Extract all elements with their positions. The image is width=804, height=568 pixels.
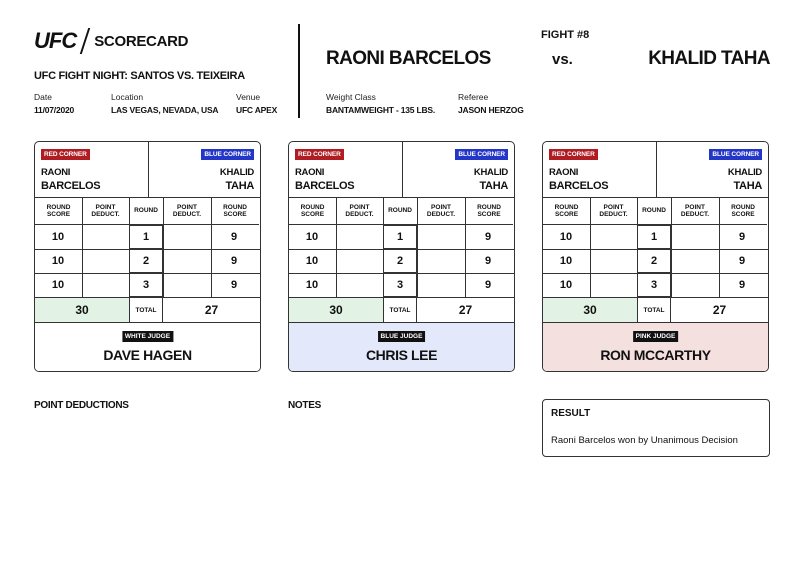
header-line: ROUND — [46, 203, 71, 211]
grid-line — [163, 198, 164, 297]
red-round-score: 10 — [51, 231, 65, 243]
corner-divider — [148, 142, 149, 198]
judge-section — [35, 323, 260, 372]
red-point-deduct-header — [336, 198, 383, 225]
header-line: DEDUCT. — [91, 211, 120, 218]
red-fighter-name: RAONI BARCELOS — [326, 48, 491, 69]
blue-corner-badge: BLUE CORNER — [201, 149, 254, 160]
judge-name: DAVE HAGEN — [103, 347, 192, 363]
date-label: Date — [34, 92, 52, 102]
header-line: POINT — [685, 203, 705, 211]
round-header: ROUND — [129, 198, 163, 225]
blue-fighter-first-name: KHALID — [219, 167, 254, 178]
corner-header — [543, 142, 768, 198]
total-label: TOTAL — [129, 298, 163, 322]
header-line: DEDUCT. — [599, 211, 628, 218]
logo-divider — [80, 28, 90, 54]
header-divider — [298, 24, 300, 118]
date-value: 11/07/2020 — [34, 105, 75, 115]
corner-header — [289, 142, 514, 198]
logo-ufc-text: UFC — [34, 28, 77, 53]
judge-scorecard — [288, 141, 515, 372]
blue-round-score: 9 — [484, 231, 492, 243]
red-round-score: 10 — [305, 279, 319, 291]
red-round-score: 10 — [559, 231, 573, 243]
total-row — [289, 297, 514, 323]
location-value: LAS VEGAS, NEVADA, USA — [111, 105, 219, 115]
red-fighter-first-name: RAONI — [41, 167, 71, 178]
blue-round-score: 9 — [230, 255, 238, 267]
header-line: POINT — [431, 203, 451, 211]
header-line: ROUND — [731, 203, 755, 211]
judge-section — [289, 323, 514, 372]
blue-point-deduct-header — [163, 198, 211, 225]
round-number: 3 — [637, 273, 671, 297]
weight-class-value: BANTAMWEIGHT - 135 LBS. — [326, 105, 436, 115]
header-line: DEDUCT. — [680, 211, 710, 218]
red-fighter-last-name: BARCELOS — [549, 180, 609, 192]
header-line: DEDUCT. — [426, 211, 456, 218]
red-round-score: 10 — [51, 279, 65, 291]
red-total-score: 30 — [543, 298, 637, 322]
scorecard-label: SCORECARD — [94, 32, 189, 50]
corner-divider — [402, 142, 403, 198]
total-row — [35, 297, 260, 323]
result-box — [542, 399, 770, 457]
weight-class-label: Weight Class — [326, 92, 376, 102]
blue-round-score: 9 — [230, 231, 238, 243]
referee-value: JASON HERZOG — [458, 105, 524, 115]
venue-label: Venue — [236, 92, 261, 102]
header-line: DEDUCT. — [172, 211, 202, 218]
fight-number: FIGHT #8 — [541, 29, 590, 41]
corner-divider — [656, 142, 657, 198]
blue-round-score: 9 — [484, 255, 492, 267]
header-line: ROUND — [554, 203, 579, 211]
red-round-score-header — [543, 198, 590, 225]
judge-color-badge: BLUE JUDGE — [378, 331, 426, 342]
blue-round-score: 9 — [738, 231, 746, 243]
blue-total-score: 27 — [204, 303, 219, 317]
total-label: TOTAL — [637, 298, 671, 322]
red-round-score: 10 — [559, 255, 573, 267]
header-line: SCORE — [223, 211, 247, 218]
judge-color-badge: PINK JUDGE — [633, 331, 679, 342]
blue-round-score: 9 — [230, 279, 238, 291]
red-corner-badge: RED CORNER — [295, 149, 344, 160]
red-fighter-last-name: BARCELOS — [41, 180, 101, 192]
blue-fighter-name: KHALID TAHA — [648, 48, 770, 69]
header-line: SCORE — [300, 211, 325, 218]
blue-total-score: 27 — [712, 303, 727, 317]
blue-round-score-header — [465, 198, 513, 225]
grid-line — [590, 198, 591, 297]
header-line: SCORE — [46, 211, 71, 218]
round-number: 1 — [129, 225, 163, 249]
blue-point-deduct-header — [417, 198, 465, 225]
judge-color-badge: WHITE JUDGE — [122, 331, 173, 342]
red-round-score: 10 — [305, 255, 319, 267]
red-round-score: 10 — [305, 231, 319, 243]
blue-fighter-first-name: KHALID — [473, 167, 508, 178]
blue-round-score-header — [211, 198, 259, 225]
header-line: POINT — [177, 203, 197, 211]
red-round-score: 10 — [51, 255, 65, 267]
blue-total-score: 27 — [458, 303, 473, 317]
red-fighter-last-name: BARCELOS — [295, 180, 355, 192]
round-number: 3 — [383, 273, 417, 297]
event-title: UFC FIGHT NIGHT: SANTOS VS. TEIXEIRA — [34, 70, 245, 82]
blue-round-score: 9 — [738, 255, 746, 267]
red-fighter-first-name: RAONI — [295, 167, 325, 178]
blue-fighter-first-name: KHALID — [727, 167, 762, 178]
blue-round-score: 9 — [738, 279, 746, 291]
referee-label: Referee — [458, 92, 489, 102]
red-point-deduct-header — [590, 198, 637, 225]
blue-point-deduct-header — [671, 198, 719, 225]
notes-heading: NOTES — [288, 400, 321, 411]
blue-round-score: 9 — [484, 279, 492, 291]
round-number: 1 — [637, 225, 671, 249]
grid-line — [336, 198, 337, 297]
red-total-score: 30 — [35, 298, 129, 322]
judge-scorecard — [542, 141, 769, 372]
location-label: Location — [111, 92, 144, 102]
red-corner-badge: RED CORNER — [549, 149, 598, 160]
round-number: 1 — [383, 225, 417, 249]
judge-name: RON MCCARTHY — [600, 347, 711, 363]
vs-label: vs. — [552, 51, 573, 68]
header-line: ROUND — [477, 203, 501, 211]
header-line: POINT — [349, 203, 370, 211]
grid-line — [671, 198, 672, 297]
venue-value: UFC APEX — [236, 105, 278, 115]
blue-corner-badge: BLUE CORNER — [709, 149, 762, 160]
header-line: SCORE — [731, 211, 755, 218]
blue-fighter-last-name: TAHA — [479, 180, 508, 192]
total-label: TOTAL — [383, 298, 417, 322]
grid-line — [82, 198, 83, 297]
corner-header — [35, 142, 260, 198]
header-line: POINT — [95, 203, 116, 211]
round-header: ROUND — [383, 198, 417, 225]
blue-fighter-last-name: TAHA — [733, 180, 762, 192]
blue-corner-badge: BLUE CORNER — [455, 149, 508, 160]
red-round-score-header — [289, 198, 336, 225]
header-line: SCORE — [554, 211, 579, 218]
round-number: 2 — [637, 249, 671, 273]
header-line: ROUND — [300, 203, 325, 211]
judge-scorecard — [34, 141, 261, 372]
judge-name: CHRIS LEE — [365, 347, 438, 363]
grid-line — [417, 198, 418, 297]
red-total-score: 30 — [289, 298, 383, 322]
judge-section — [543, 323, 768, 372]
red-round-score-header — [35, 198, 82, 225]
point-deductions-heading: POINT DEDUCTIONS — [34, 400, 129, 411]
red-point-deduct-header — [82, 198, 129, 225]
header-line: SCORE — [477, 211, 501, 218]
header-line: ROUND — [223, 203, 247, 211]
total-row — [543, 297, 768, 323]
result-text: Raoni Barcelos won by Unanimous Decision — [551, 435, 738, 446]
red-round-score: 10 — [559, 279, 573, 291]
red-fighter-first-name: RAONI — [549, 167, 579, 178]
result-title: RESULT — [551, 408, 591, 419]
round-number: 3 — [129, 273, 163, 297]
round-number: 2 — [129, 249, 163, 273]
round-number: 2 — [383, 249, 417, 273]
ufc-logo — [34, 27, 188, 55]
blue-round-score-header — [719, 198, 767, 225]
round-header: ROUND — [637, 198, 671, 225]
header-line: POINT — [603, 203, 624, 211]
header-line: DEDUCT. — [345, 211, 374, 218]
blue-fighter-last-name: TAHA — [225, 180, 254, 192]
red-corner-badge: RED CORNER — [41, 149, 90, 160]
